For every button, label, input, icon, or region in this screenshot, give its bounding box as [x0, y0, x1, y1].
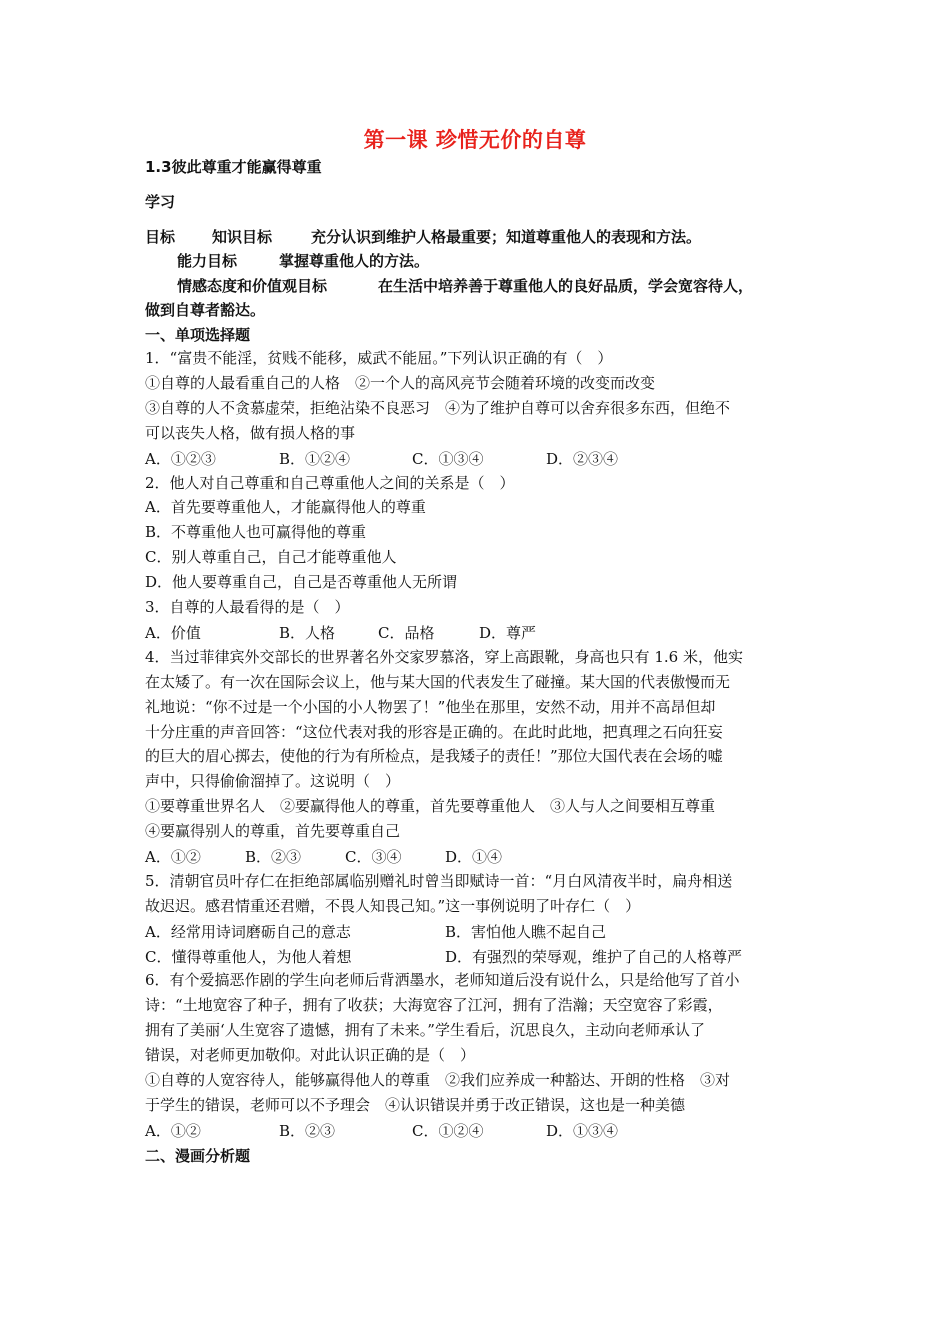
emotion-objective-text: 在生活中培养善于尊重他人的良好品质，学会宽容待人，	[378, 277, 754, 295]
knowledge-objective-label: 知识目标	[212, 228, 273, 246]
q3-option-a: A．价值	[145, 624, 201, 642]
q2-option-a: A．首先要尊重他人，才能赢得他人的尊重	[145, 498, 426, 516]
q4-statement-line: ④要赢得别人的尊重，首先要尊重自己	[145, 822, 401, 840]
q1-statement-line: ③自尊的人不贪慕虚荣，拒绝沾染不良恶习 ④为了维护自尊可以舍弃很多东西，但绝不	[145, 399, 731, 417]
q2-option-d: D．他人要尊重自己，自己是否尊重他人无所谓	[145, 573, 458, 591]
q3-stem: 3．自尊的人最看得的是（ ）	[145, 598, 350, 616]
q1-statement-line: ①自尊的人最看重自己的人格 ②一个人的高风亮节会随着环境的改变而改变	[145, 374, 656, 392]
q5-option-b: B．害怕他人瞧不起自己	[445, 923, 607, 941]
q4-statement-line: ①要尊重世界名人 ②要赢得他人的尊重，首先要尊重他人 ③人与人之间要相互尊重	[145, 797, 716, 815]
q6-option-d: D．①③④	[546, 1122, 619, 1140]
q4-option-a: A．①②	[145, 848, 201, 866]
q4-stem-line: 礼地说：“你不过是一个小国的小人物罢了！”他坐在那里，安然不动，用并不高昂但却	[145, 698, 716, 716]
knowledge-objective-text: 充分认识到维护人格最重要；知道尊重他人的表现和方法。	[311, 228, 702, 246]
q5-option-d: D．有强烈的荣辱观，维护了自己的人格尊严	[445, 948, 743, 966]
q4-option-d: D．①④	[445, 848, 503, 866]
q4-stem-line: 十分庄重的声音回答：“这位代表对我的形容是正确的。在此时此地，把真理之石向狂妄	[145, 723, 723, 741]
q5-option-c: C．懂得尊重他人，为他人着想	[145, 948, 352, 966]
q3-option-d: D．尊严	[479, 624, 537, 642]
q5-stem-line: 5．清朝官员叶存仁在拒绝部属临别赠礼时曾当即赋诗一首：“月白风清夜半时，扁舟相送	[145, 872, 733, 890]
q3-option-c: C．品格	[378, 624, 435, 642]
study-label: 学习	[145, 193, 176, 211]
q2-stem: 2．他人对自己尊重和自己尊重他人之间的关系是（ ）	[145, 474, 515, 492]
q3-option-b: B．人格	[279, 624, 336, 642]
q6-option-c: C．①②④	[412, 1122, 484, 1140]
q4-stem-line: 声中，只得偷偷溜掉了。这说明（ ）	[145, 772, 401, 790]
q1-option-b: B．①②④	[279, 450, 351, 468]
ability-objective-text: 掌握尊重他人的方法。	[279, 252, 430, 270]
q2-option-b: B．不尊重他人也可赢得他的尊重	[145, 523, 367, 541]
q6-option-a: A．①②	[145, 1122, 201, 1140]
q6-statement-line: 于学生的错误，老师可以不予理会 ④认识错误并勇于改正错误，这也是一种美德	[145, 1096, 686, 1114]
q1-option-c: C．①③④	[412, 450, 484, 468]
q5-option-a: A．经常用诗词磨砺自己的意志	[145, 923, 351, 941]
part2-title: 二、漫画分析题	[145, 1147, 251, 1165]
emotion-objective-text-cont: 做到自尊者豁达。	[145, 301, 266, 319]
objectives-label: 目标	[145, 228, 176, 246]
q4-stem-line: 4．当过菲律宾外交部长的世界著名外交家罗慕洛，穿上高跟靴，身高也只有 1.6 米，他实	[145, 648, 743, 666]
section-title: 1.3彼此尊重才能赢得尊重	[145, 158, 322, 176]
q1-option-d: D．②③④	[546, 450, 619, 468]
q4-stem-line: 在太矮了。有一次在国际会议上，他与某大国的代表发生了碰撞。某大国的代表傲慢而无	[145, 673, 731, 691]
q6-option-b: B．②③	[279, 1122, 336, 1140]
q6-stem-line: 拥有了美丽‘人生宽容了遗憾，拥有了未来。”学生看后，沉思良久，主动向老师承认了	[145, 1021, 705, 1039]
q1-stem: 1．“富贵不能淫，贫贱不能移，威武不能屈。”下列认识正确的有（ ）	[145, 349, 613, 367]
q4-option-c: C．③④	[345, 848, 402, 866]
q4-option-b: B．②③	[245, 848, 302, 866]
q6-statement-line: ①自尊的人宽容待人，能够赢得他人的尊重 ②我们应养成一种豁达、开朗的性格 ③对	[145, 1071, 731, 1089]
q5-stem-line: 故迟迟。感君情重还君赠，不畏人知畏己知。”这一事例说明了叶存仁（ ）	[145, 897, 641, 915]
q6-stem-line: 诗：“土地宽容了种子，拥有了收获；大海宽容了江河，拥有了浩瀚；天空宽容了彩霞，	[145, 996, 723, 1014]
ability-objective-label: 能力目标	[177, 252, 238, 270]
q4-stem-line: 的巨大的眉心掷去，使他的行为有所检点，是我矮子的责任！”那位大国代表在会场的嘘	[145, 747, 723, 765]
emotion-objective-label: 情感态度和价值观目标	[177, 277, 328, 295]
part1-title: 一、单项选择题	[145, 326, 251, 344]
q6-stem-line: 错误，对老师更加敬仰。对此认识正确的是（ ）	[145, 1046, 476, 1064]
q1-statement-line: 可以丧失人格，做有损人格的事	[145, 424, 356, 442]
q2-option-c: C．别人尊重自己，自己才能尊重他人	[145, 548, 397, 566]
q1-option-a: A．①②③	[145, 450, 216, 468]
q6-stem-line: 6．有个爱搞恶作剧的学生向老师后背洒墨水，老师知道后没有说什么，只是给他写了首小	[145, 971, 740, 989]
lesson-title: 第一课 珍惜无价的自尊	[363, 128, 587, 152]
